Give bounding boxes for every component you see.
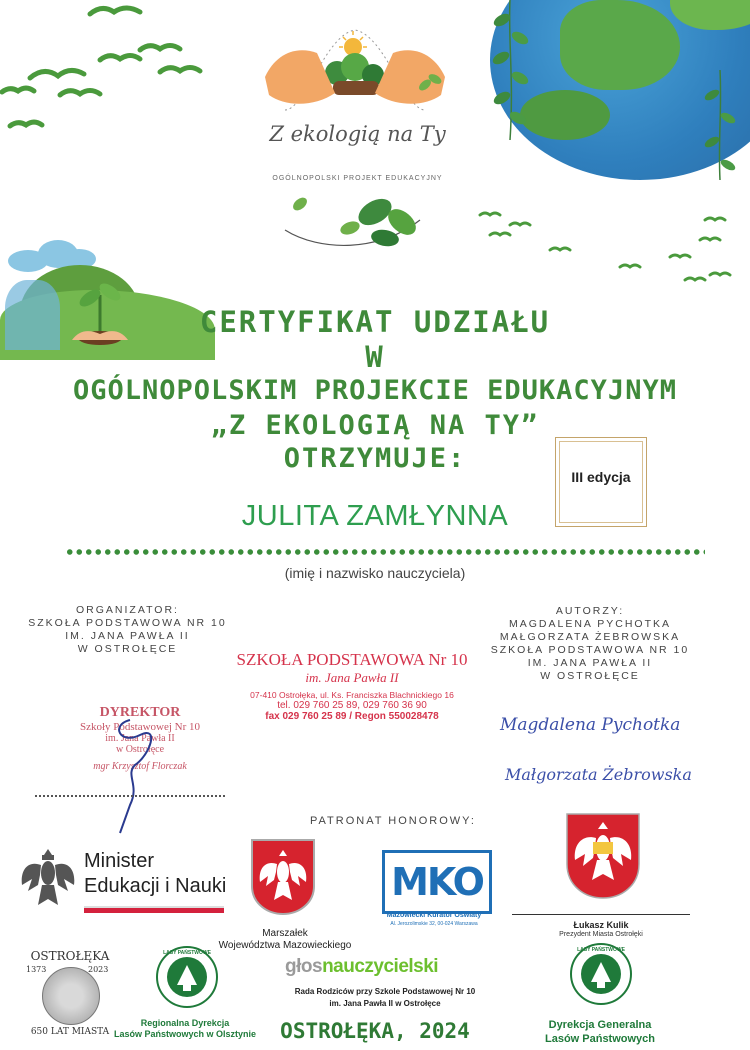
- authors-line: SZKOŁA PODSTAWOWA NR 10: [490, 644, 690, 656]
- author-signature-2: Małgorzata Żebrowska: [505, 765, 692, 784]
- dotted-line: [65, 549, 705, 555]
- dglp-line2: Lasów Państwowych: [544, 1033, 656, 1045]
- organizer-heading: ORGANIZATOR:: [76, 604, 179, 616]
- minister-line1: Minister: [84, 850, 155, 872]
- polish-eagle-icon: [18, 845, 78, 913]
- ostroleka-crest-icon: [565, 812, 641, 900]
- minister-line2: Edukacji i Nauki: [84, 875, 227, 897]
- edition-label: III edycja: [571, 469, 631, 485]
- ostroleka-650-year-end: 2023: [88, 965, 109, 974]
- authors-heading: AUTORZY:: [555, 605, 625, 617]
- mazovia-crest-icon: [250, 838, 316, 916]
- organizer-block: [5, 604, 250, 656]
- forest-logo-text: LASY PAŃSTWOWE: [163, 950, 211, 956]
- hanging-leaves-decoration-right: [700, 70, 740, 180]
- rdlp-line2: Lasów Państwowych w Olsztynie: [113, 1029, 257, 1039]
- parents-line2: im. Jana Pawła II w Ostrołęce: [329, 999, 441, 1008]
- certificate-title-line2: W: [365, 340, 385, 374]
- minister-flag-bar: [84, 906, 224, 913]
- authors-line: IM. JANA PAWŁA II: [527, 657, 653, 669]
- authors-block: [470, 605, 710, 683]
- ostroleka-650-year-start: 1373: [26, 965, 47, 974]
- school-stamp-line2: im. Jana Pawła II: [305, 670, 399, 685]
- project-logo: [250, 10, 465, 270]
- authors-line: MAŁGORZATA ŻEBROWSKA: [499, 631, 681, 643]
- organizer-line: IM. JANA PAWŁA II: [65, 630, 190, 642]
- ostroleka-650-seal: [42, 967, 100, 1025]
- director-signature: [100, 715, 180, 835]
- certificate-title-line5: OTRZYMUJE:: [283, 443, 467, 474]
- hanging-leaves-decoration: [480, 0, 540, 140]
- certificate-title-line4: „Z EKOLOGIĄ NA TY”: [210, 410, 540, 441]
- glos-nauczycielski-logo: [285, 956, 438, 978]
- ostroleka-650-title: OSTROŁĘKA: [30, 949, 110, 963]
- school-stamp-line3: 07-410 Ostrołęka, ul. Ks. Franciszka Blachnickiego 16: [250, 690, 454, 700]
- authors-line: MAGDALENA PYCHOTKA: [508, 618, 672, 630]
- project-logo-subtitle: OGÓLNOPOLSKI PROJEKT EDUKACYJNY: [272, 175, 443, 182]
- organizer-line: W OSTROŁĘCE: [77, 643, 178, 655]
- director-stamp-line2: Szkoły Podstawowej Nr 10: [79, 721, 201, 733]
- certificate-title-line3: OGÓLNOPOLSKIM PROJEKCIE EDUKACYJNYM: [73, 375, 677, 406]
- glos-part1: głos: [285, 956, 323, 977]
- director-stamp-line3: im. Jana Pawła II: [105, 733, 175, 744]
- director-stamp-line5: mgr Krzysztof Florczak: [93, 761, 187, 772]
- patronage-heading: PATRONAT HONOROWY:: [310, 815, 476, 827]
- authors-line: W OSTROŁĘCE: [540, 670, 640, 682]
- ostroleka-650-caption: 650 LAT MIASTA: [30, 1027, 110, 1037]
- forest-logo-text-2: LASY PAŃSTWOWE: [577, 947, 625, 953]
- president-name: Łukasz Kulik: [573, 920, 629, 930]
- author-signature-1: Magdalena Pychotka: [500, 715, 681, 735]
- mko-caption: Mazowiecki Kurator Oświaty: [386, 912, 482, 919]
- school-stamp: [232, 650, 472, 722]
- director-stamp-line4: w Ostrołęce: [115, 744, 165, 755]
- organizer-line: SZKOŁA PODSTAWOWA NR 10: [28, 617, 227, 629]
- recipient-caption: (imię i nazwisko nauczyciela): [284, 565, 466, 581]
- marshal-line1: Marszałek: [262, 928, 308, 939]
- project-logo-title: Z ekologią na Ty: [269, 122, 446, 146]
- president-line: [512, 914, 690, 915]
- marshal-line2: Województwa Mazowieckiego: [218, 940, 352, 951]
- mko-label: MKO: [391, 860, 483, 904]
- school-stamp-line4: tel. 029 760 25 89, 029 760 36 90: [277, 700, 427, 711]
- president-title: Prezydent Miasta Ostrołęki: [559, 931, 643, 938]
- director-signature-line: [35, 795, 225, 797]
- parents-line1: Rada Rodziców przy Szkole Podstawowej Nr 10: [294, 987, 476, 996]
- certificate-title-line1: CERTYFIKAT UDZIAŁU: [199, 305, 551, 339]
- dglp-line1: Dyrekcja Generalna: [548, 1019, 652, 1031]
- school-stamp-line5: fax 029 760 25 89 / Regon 550028478: [265, 711, 439, 722]
- director-stamp-line1: DYREKTOR: [99, 705, 181, 720]
- school-stamp-line1: SZKOŁA PODSTAWOWA Nr 10: [236, 650, 468, 669]
- mko-address: Al. Jerozolimskie 32, 00-024 Warszawa: [390, 921, 478, 927]
- place-date: OSTROŁĘKA, 2024: [280, 1019, 470, 1043]
- glos-part2: nauczycielski: [322, 956, 439, 977]
- mko-logo: [382, 850, 492, 914]
- rdlp-line1: Regionalna Dyrekcja: [140, 1018, 230, 1028]
- recipient-name: JULITA ZAMŁYNNA: [241, 500, 509, 532]
